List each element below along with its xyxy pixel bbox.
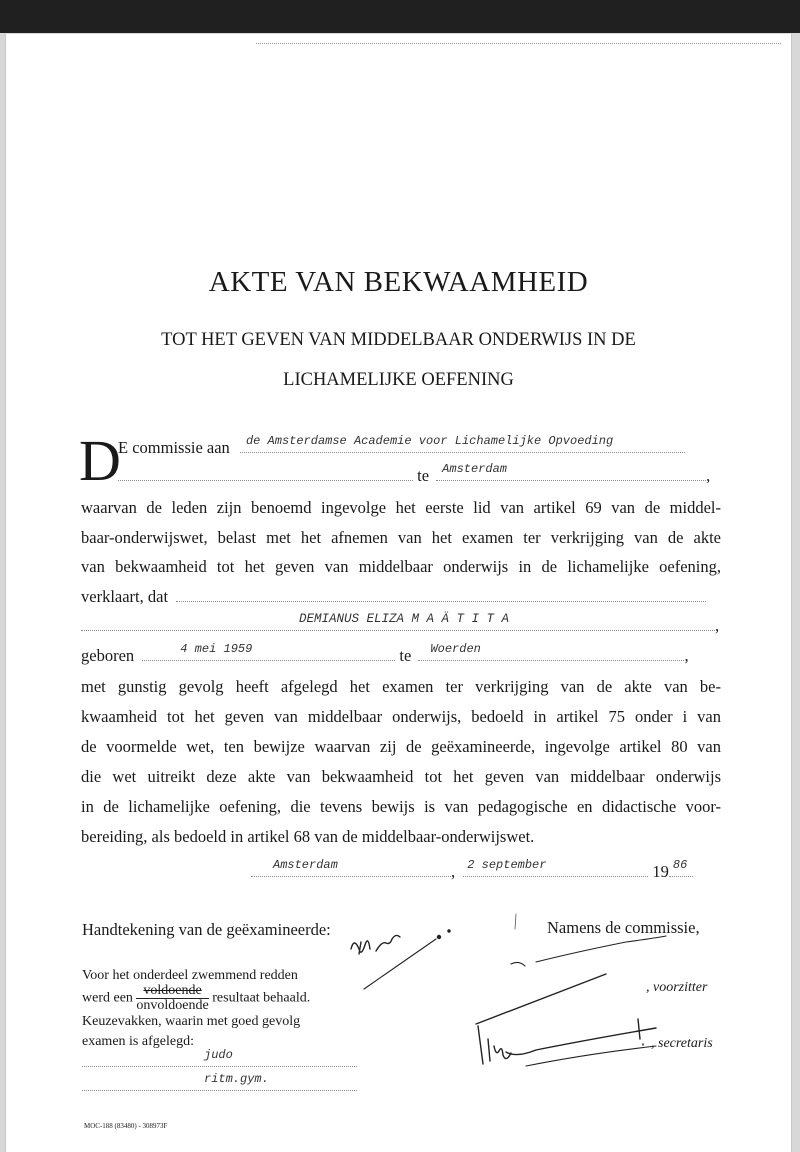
year-prefix: 19 — [652, 862, 669, 881]
document-page — [5, 34, 792, 1152]
issue-place: Amsterdam — [273, 858, 338, 872]
keuze-line1: Keuzevakken, waarin met goed gevolg — [82, 1014, 301, 1029]
document-subtitle-line1: TOT HET GEVEN VAN MIDDELBAAR ONDERWIJS IN DE — [161, 330, 636, 350]
birth-place: Woerden — [430, 642, 481, 656]
comma: , — [451, 862, 456, 881]
zwem-line1: Voor het onderdeel zwemmend redden — [82, 968, 298, 983]
zwem-option-selected: onvoldoende — [136, 998, 209, 1013]
document-title: AKTE VAN BEKWAAMHEID — [208, 266, 589, 298]
body-line: de voormelde wet, ten bewijze waarvan zij de geëxamineerde, ingevolge artikel 80 van — [81, 737, 721, 756]
body-line: die wet uitreikt deze akte van bekwaamheid tot het geven van middelbaar onderwijs — [81, 767, 721, 786]
keuze-line2: examen is afgelegd: — [82, 1034, 194, 1049]
document-subtitle-line2: LICHAMELIJKE OEFENING — [283, 370, 514, 390]
comma: , — [715, 616, 720, 635]
body-line: met gunstig gevolg heeft afgelegd het examen ter verkrijging van de akte van be- — [81, 677, 721, 696]
body-line: in de lichamelijke oefening, die tevens bewijs is van pedagogische en didactische voor- — [81, 797, 721, 816]
examinee-signature-label: Handtekening van de geëxamineerde: — [82, 920, 331, 939]
drop-cap: D — [79, 428, 121, 493]
institution-city-value: Amsterdam — [442, 462, 507, 476]
candidate-name: DEMIANUS ELIZA M A Ä T I T A — [299, 612, 510, 626]
zwem-prefix: werd een — [82, 990, 133, 1006]
secretary-label: , secretaris — [651, 1036, 713, 1051]
issue-date: 2 september — [467, 858, 547, 872]
body-line: kwaamheid tot het geven van middelbaar onderwijs, bedoeld in artikel 75 onder i van — [81, 707, 721, 726]
body-line: bereiding, als bedoeld in artikel 68 van de middelbaar-onderwijswet. — [81, 827, 535, 846]
institution-value: de Amsterdamse Academie voor Lichamelijke Opvoeding — [245, 434, 614, 448]
comma: , — [706, 466, 711, 485]
year-suffix: 86 — [672, 858, 688, 872]
viewer-top-bar — [0, 0, 800, 33]
zwem-option-struck: voldoende — [136, 984, 208, 999]
body-line: waarvan de leden zijn benoemd ingevolge het eerste lid van artikel 69 van de middel- — [81, 498, 721, 517]
handwritten-signatures — [6, 34, 791, 1152]
te-label: te — [417, 466, 430, 485]
elective-value: ritm.gym. — [204, 1072, 269, 1086]
geboren-label: geboren — [81, 646, 135, 665]
intro-label: E commissie aan — [118, 438, 230, 457]
form-code: MOC-188 (83480) - 308973F — [84, 1122, 168, 1130]
body-line: baar-onderwijswet, belast met het afnemen van het examen ter verkrijging van de akte — [81, 528, 721, 547]
chair-label: , voorzitter — [646, 980, 708, 995]
commission-label: Namens de commissie, — [547, 918, 700, 937]
elective-value: judo — [204, 1048, 233, 1062]
verklaart-label: verklaart, dat — [81, 587, 169, 606]
birth-date: 4 mei 1959 — [180, 642, 253, 656]
comma: , — [684, 646, 689, 665]
body-line: van bekwaamheid tot het geven van middelbaar onderwijs in de lichamelijke oefening, — [81, 557, 721, 576]
zwem-suffix: resultaat behaald. — [212, 990, 311, 1006]
te-label: te — [399, 646, 412, 665]
